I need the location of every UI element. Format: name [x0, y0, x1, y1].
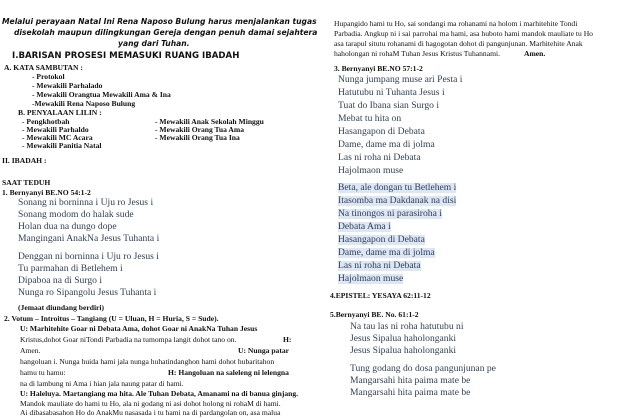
list-item: - Mewakili Parhaldo [22, 125, 89, 134]
list-item: - Mewakili Orangtua Mewakili Ama & Ina [32, 90, 171, 99]
song-line: Dame, dame ma di jolma [338, 139, 435, 150]
liturgy-marker: H: [283, 335, 292, 344]
song-line: Nunga ro Sipangolu Jesus Tuhanta i [18, 287, 157, 298]
prayer-line: asa tarapul situtu rohanami di hagogotan dohot di pangunjunan. Marhitehite Anak [334, 39, 583, 48]
subheading: SAAT TEDUH [2, 178, 51, 187]
song-line: Hajolmaon muse [338, 165, 404, 176]
list-item: -Mewakili Rena Naposo Bulung [32, 99, 136, 108]
epistle-title: 4.EPISTEL: YESAYA 62:11-12 [330, 291, 431, 300]
liturgy-line: U: Marhitehite Goar ni Debata Ama, dohot Goar ni AnakNa Tuhan Jesus [20, 324, 258, 333]
section-title: I.BARISAN PROSESI MEMASUKI RUANG IBADAH [12, 51, 240, 61]
list-item: - Protokol [32, 72, 65, 81]
intro-line: disekolah maupun dilingkungan Gereja dengan penuh damai sejahtera [14, 28, 318, 37]
liturgy-line: Mandok mauliate do hami tu Ho, ala ni godang ni asi dohot holong ni rohaM di hami. [20, 399, 281, 408]
song-line: Hasangapon di Debata [338, 126, 425, 137]
song-line-highlighted: Hasangapon di Debata [338, 234, 425, 245]
song-line: Holan dua na dungo dope [18, 221, 117, 232]
prayer-line: Parbadia. Angkup ni i sai parrohai ma hami, asa huboto hami mandok mauliate tu Ho [334, 29, 593, 38]
song-line: Jesus Sipalua haholonganki [350, 345, 457, 356]
liturgy-line: Ai dibasabasahon Ho do AnakMu nasasada i tu hami na di pardangolan on, asa malua [20, 408, 281, 417]
song-line: Denggan ni borninna i Uju ro Jesus i [18, 251, 159, 262]
prayer-line: haholongan ni rohaM Tuhan Jesus Kristus Tuhannami. [334, 49, 501, 58]
song-title: 3. Bernyanyi BE.NO 57:1-2 [334, 64, 423, 73]
list-item: - Mewakili Anak Sekolah Minggu [155, 117, 264, 126]
liturgy-line: Kristus,dohot Goar niTondi Parbadia na tumompa langit dohot tano on. [20, 335, 237, 344]
list-item: - Mewakili Parhalado [32, 81, 103, 90]
instruction: (Jemaat diundang berdiri) [18, 303, 105, 312]
song-line: Jesus Sipalua haholonganki [350, 333, 457, 344]
liturgy-line: U: Nunga patar [238, 346, 290, 355]
list-item: - Pengkhotbah [22, 117, 70, 126]
song-line: Sonang ni borninna i Uju ro Jesus i [18, 197, 154, 208]
song-line: Sonang modom do halak sude [18, 209, 134, 220]
liturgy-line: H: Hangoluan na saleleng ni lelengna [168, 368, 289, 377]
list-item: - Mewakili Orang Tua Ama [155, 125, 245, 134]
song-line: Mangarsahi hita paima mate be [350, 375, 471, 386]
song-line-highlighted: Beta, ale dongan tu Betlehem i [338, 182, 457, 193]
amen-text: Amen. [524, 49, 546, 58]
song-line: Tung godang do dosa pangunjunan pe [350, 363, 496, 374]
list-item: - Mewakili Orang Tua Ina [155, 133, 240, 142]
song-line-highlighted: Debata Ama i [338, 221, 391, 232]
song-line-highlighted: Dame, dame ma di jolma [338, 247, 435, 258]
song-title: 1. Bernyanyi BE.NO 54:1-2 [2, 188, 91, 197]
list-heading: B. PENYALAAN LILIN : [18, 108, 102, 117]
intro-line: Melalui perayaan Natal Ini Rena Naposo Bulung harus menjalankan tugas [2, 17, 317, 26]
intro-line: yang dari Tuhan. [118, 39, 190, 48]
song-line-highlighted: Las ni roha ni Debata [338, 260, 421, 271]
section-title: II. IBADAH : [2, 156, 47, 165]
song-line-highlighted: Itasomba ma Dakdanak na disi [338, 195, 457, 206]
liturgy-line: hangoluan i. Nunga huida hami jala nunga huhatindanghon hami dohot hubaritahon [20, 357, 275, 366]
prayer-line: Hupangido hami tu Ho, sai sondangi ma rohanami na holom i marhitehite Tondi [334, 19, 578, 28]
song-line: Nunga jumpang muse ari Pesta i [338, 74, 463, 85]
liturgy-line: U: Haleluya. Martangiang ma hita. Ale Tuhan Debata, Amanami na di banua ginjang. [20, 389, 299, 398]
song-line: Mangarsahi hita paima mate be [350, 387, 471, 398]
song-line: Tuat do Ibana sian Surgo i [338, 100, 440, 111]
liturgy-line: Amen. [20, 346, 41, 355]
song-line: Hatutubu ni Tuhanta Jesus i [338, 87, 445, 98]
list-item: - Mewakili MC Acara [22, 133, 93, 142]
liturgy-line: na di lambung ni Ama i hian jala naung patar di hami. [20, 379, 184, 388]
song-line-highlighted: Na tinongos ni parasiroha i [338, 208, 442, 219]
list-heading: A. KATA SAMBUTAN : [4, 63, 83, 72]
song-title: 5.Bernyanyi BE. No. 61:1-2 [330, 310, 419, 319]
song-line: Tu parmahan di Betlehem i [18, 263, 123, 274]
song-line: Na tau las ni roha hatutubu ni [350, 321, 464, 332]
song-title: 2. Votum – Introitus – Tangiang (U = Uluan, H = Huria, S = Sude). [4, 314, 219, 323]
song-line: Dipaboa na di Surgo i [18, 275, 103, 286]
song-line: Las ni roha ni Debata [338, 152, 421, 163]
liturgy-line: hamu tu hamu: [20, 368, 66, 377]
list-item: - Mewakili Panitia Natal [22, 141, 102, 150]
song-line: Mebat tu hita on [338, 113, 402, 124]
song-line-highlighted: Hajolmaon muse [338, 273, 404, 284]
song-line: Mangingani AnakNa Jesus Tuhanta i [18, 233, 160, 244]
